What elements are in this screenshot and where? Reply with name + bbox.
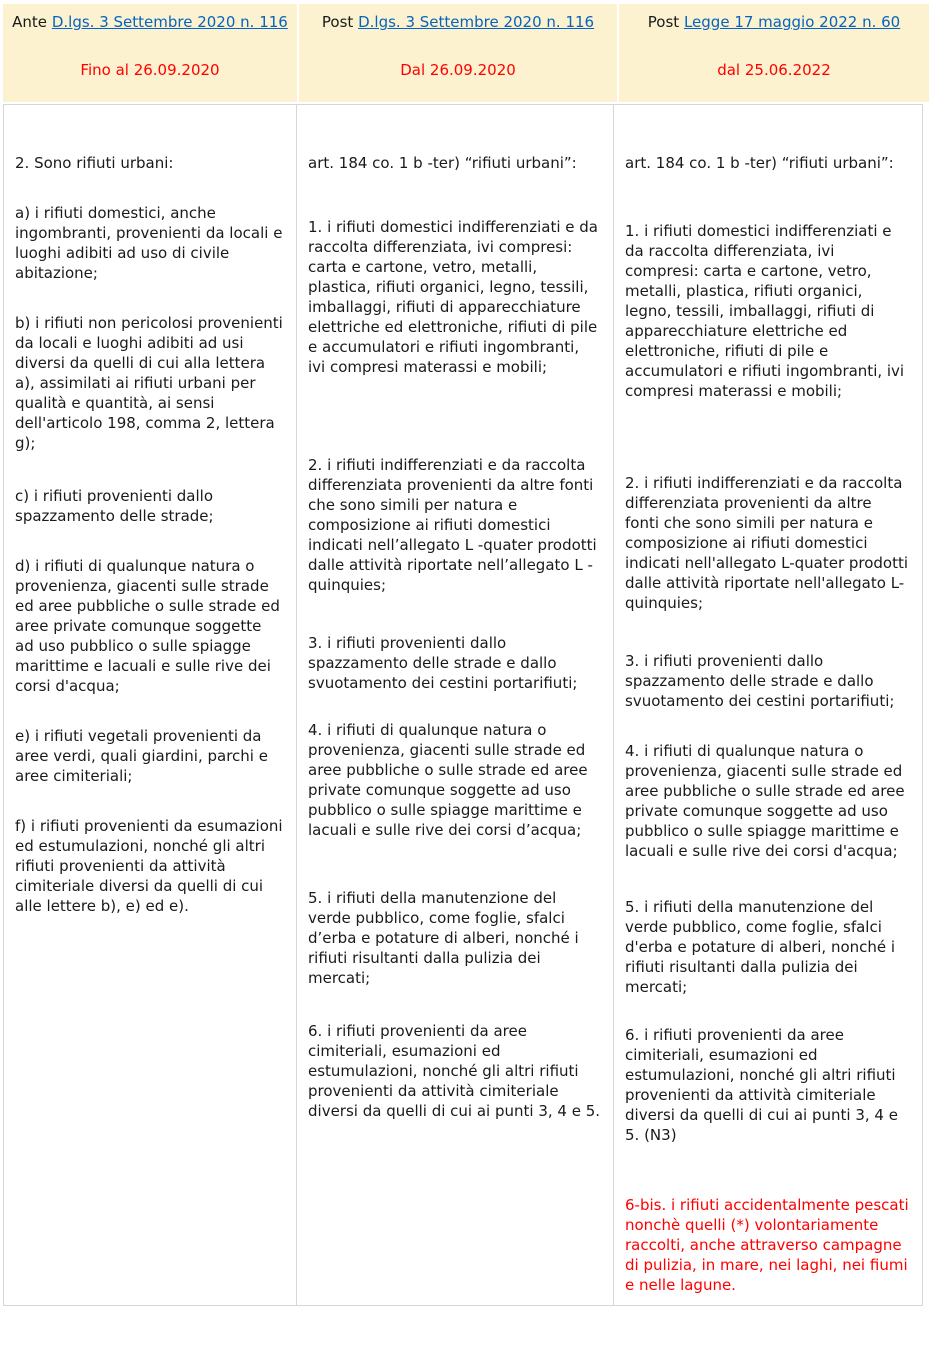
paragraph-d: d) i rifiuti di qualunque natura o provenienza, giacenti sulle strade ed aree pubbliche o sulle strade ed aree private comunque soggette ad uso pubblico o sulle spiagge marittime e lacuali e sulle rive dei corsi d'acqua; (15, 557, 280, 695)
table-body-row (3, 104, 929, 1306)
dlgs-116-link[interactable]: D.lgs. 3 Settembre 2020 n. 116 (358, 13, 595, 31)
paragraph-f: f) i rifiuti provenienti da esumazioni ed estumulazioni, nonché gli altri rifiuti provenienti da attività cimiteriale diversi da quelli di cui alle lettere b), e) ed e). (15, 817, 283, 915)
column-post-legge60-body (613, 104, 923, 1306)
legge-60-link[interactable]: Legge 17 maggio 2022 n. 60 (683, 13, 901, 31)
header-cell-ante-dlgs116 (3, 4, 297, 102)
paragraph-3: 3. i rifiuti provenienti dallo spazzamento delle strade e dallo svuotamento dei cestini portarifiuti; (625, 652, 895, 710)
column-ante-body (3, 104, 297, 1306)
paragraph-e: e) i rifiuti vegetali provenienti da aree verdi, quali giardini, parchi e aree cimiteriali; (15, 727, 268, 785)
paragraph-6bis: 6-bis. i rifiuti accidentalmente pescati nonchè quelli (*) volontariamente raccolti, anche attraverso campagne di pulizia, in mare, nei laghi, nei fiumi e nelle lagune. (625, 1196, 909, 1294)
header-title (305, 12, 611, 32)
table-header-row (3, 4, 929, 102)
paragraph-2: 2. i rifiuti indifferenziati e da raccolta differenziata provenienti da altre fonti che sono simili per natura e composizione ai rifiuti domestici indicati nell'allegato L-quater prodotti dalle attività riportate nell'allegato L-quinquies; (625, 474, 909, 612)
paragraph-1: 1. i rifiuti domestici indifferenziati e da raccolta differenziata, ivi compresi: carta e cartone, vetro, metalli, plastica, rifiuti organici, legno, tessili, imballaggi, rifiuti di apparecchiature elettriche ed elettroniche, rifiuti di pile e accumulatori e rifiuti ingombranti, ivi compresi materassi e mobili; (625, 222, 905, 400)
paragraph-5: 5. i rifiuti della manutenzione del verde pubblico, come foglie, sfalci d’erba e potature di alberi, nonché i rifiuti risultanti dalla pulizia dei mercati; (308, 889, 579, 987)
validity-date-note: Dal 26.09.2020 (400, 61, 516, 79)
header-prefix: Post (647, 13, 680, 31)
paragraph-art184: art. 184 co. 1 b -ter) “rifiuti urbani”: (625, 154, 894, 172)
paragraph-4: 4. i rifiuti di qualunque natura o provenienza, giacenti sulle strade ed aree pubbliche o sulle strade ed aree private comunque soggette ad uso pubblico o sulle spiagge marittime e lacuali e sulle rive dei corsi d’acqua; (308, 721, 588, 839)
header-prefix: Ante (12, 13, 48, 31)
paragraph-4: 4. i rifiuti di qualunque natura o provenienza, giacenti sulle strade ed aree pubbliche o sulle strade ed aree private comunque soggette ad uso pubblico o sulle spiagge marittime e lacuali e sulle rive dei corsi d'acqua; (625, 742, 905, 860)
header-prefix: Post (321, 13, 354, 31)
paragraph-a: a) i rifiuti domestici, anche ingombranti, provenienti da locali e luoghi adibiti ad uso di civile abitazione; (15, 204, 283, 282)
column-post-dlgs116-body (296, 104, 614, 1306)
paragraph-6: 6. i rifiuti provenienti da aree cimiteriali, esumazioni ed estumulazioni, nonché gli altri rifiuti provenienti da attività cimiteriale diversi da quelli di cui ai punti 3, 4 e 5. (308, 1022, 601, 1120)
header-cell-post-dlgs116 (299, 4, 617, 102)
validity-date-note: Fino al 26.09.2020 (80, 61, 220, 79)
paragraph-6: 6. i rifiuti provenienti da aree cimiteriali, esumazioni ed estumulazioni, nonché gli altri rifiuti provenienti da attività cimiteriale diversi da quelli di cui ai punti 3, 4 e 5. (N3) (625, 1026, 898, 1144)
dlgs-116-link[interactable]: D.lgs. 3 Settembre 2020 n. 116 (51, 13, 288, 31)
paragraph-3: 3. i rifiuti provenienti dallo spazzamento delle strade e dallo svuotamento dei cestini portarifiuti; (308, 634, 578, 692)
header-title (9, 12, 291, 32)
paragraph-art184: art. 184 co. 1 b -ter) “rifiuti urbani”: (308, 154, 577, 172)
paragraph-5: 5. i rifiuti della manutenzione del verde pubblico, come foglie, sfalci d'erba e potature di alberi, nonché i rifiuti risultanti dalla pulizia dei mercati; (625, 898, 896, 996)
header-title (625, 12, 923, 32)
paragraph-b: b) i rifiuti non pericolosi provenienti da locali e luoghi adibiti ad usi diversi da quelli di cui alla lettera a), assimilati ai rifiuti urbani per qualità e quantità, ai sensi dell'articolo 198, comma 2, lettera g); (15, 314, 283, 452)
paragraph-1: 1. i rifiuti domestici indifferenziati e da raccolta differenziata, ivi compresi: carta e cartone, vetro, metalli, plastica, rifiuti organici, legno, tessili, imballaggi, rifiuti di apparecchiature elettriche ed elettroniche, rifiuti di pile e accumulatori e rifiuti ingombranti, ivi compresi materassi e mobili; (308, 218, 598, 376)
paragraph-2: 2. i rifiuti indifferenziati e da raccolta differenziata provenienti da altre fonti che sono simili per natura e composizione ai rifiuti domestici indicati nell’allegato L -quater prodotti dalle attività riportate nell’allegato L -quinquies; (308, 456, 597, 594)
paragraph-intro: 2. Sono rifiuti urbani: (15, 154, 174, 172)
paragraph-c: c) i rifiuti provenienti dallo spazzamento delle strade; (15, 487, 214, 525)
header-cell-post-legge60 (619, 4, 929, 102)
validity-date-note: dal 25.06.2022 (717, 61, 831, 79)
